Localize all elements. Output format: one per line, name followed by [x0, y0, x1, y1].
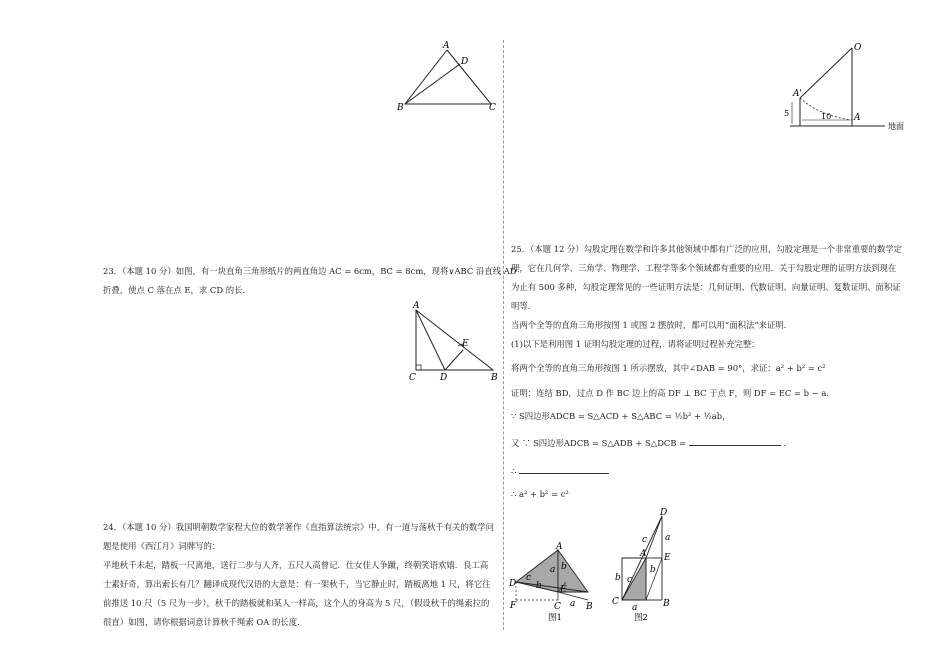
- label-c: C: [554, 602, 561, 612]
- label-b: B: [586, 602, 593, 612]
- q23-line-2: 折叠，使点 C 落在点 E，求 CD 的长.: [103, 285, 246, 295]
- label-d: D: [461, 57, 469, 67]
- figure-q23: [405, 302, 505, 384]
- q25-given: 将两个全等的直角三角形按图 1 所示摆放，其中∠DAB = 90°，求证：a² + b² = c²: [511, 363, 826, 373]
- figure-2: [610, 508, 690, 624]
- q25-line-3: 为止有 500 多种，勾股定理常见的一些证明方法是：几何证明、代数证明、向量证明、复数证明、面积证: [511, 282, 901, 292]
- label-c: C: [612, 597, 619, 607]
- q23-line-1: 23．（本题 10 分）如图，有一块直角三角形纸片的两直角边 AC = 6cm，BC = 8cm，现将∨ABC 沿直线 AD: [103, 266, 517, 276]
- label-d: D: [660, 508, 668, 518]
- q25-line-2: 理，它在几何学、三角学、物理学、工程学等多个领域都有重要的应用．关于勾股定理的证明方法到现在: [511, 263, 897, 273]
- label-side-b2: b: [536, 581, 542, 591]
- label-e: E: [462, 339, 469, 349]
- label-c: C: [409, 373, 416, 383]
- label-side-c2: c: [627, 575, 633, 585]
- q25-step-2: [511, 434, 786, 452]
- label-ground: 地面: [888, 122, 904, 131]
- q25-step-1: ∵ S四边形ADCB = S△ACD + S△ABC = ½b² + ½ab，: [511, 411, 731, 421]
- label-a: A: [443, 41, 450, 51]
- label-a: A: [413, 301, 420, 311]
- label-a: A: [556, 542, 563, 552]
- q25-line-1: 25．（本题 12 分）勾股定理在数学和许多其他领域中都有广泛的应用，勾股定理是一个非常重要的数学定: [511, 244, 902, 254]
- label-b: B: [491, 373, 498, 383]
- label-side-a2: a: [632, 603, 638, 613]
- label-side-a: a: [665, 533, 671, 543]
- label-b: B: [397, 103, 404, 113]
- q25-step-4: ∴ a² + b² = c²: [511, 489, 569, 499]
- label-side-c: c: [526, 573, 532, 583]
- q25-step-3: [511, 462, 609, 480]
- label-d: D: [509, 579, 517, 589]
- q25-line-4: 明等.: [511, 301, 531, 311]
- label-a: A: [640, 549, 647, 559]
- q24-line-1: 24．（本题 10 分）我国明朝数学家程大位的数学著作《直指算法统宗》中，有一道与荡秋千有关的数学问: [103, 522, 494, 532]
- label-a: A: [854, 113, 861, 123]
- q25-proof-line: 证明：连结 BD，过点 D 作 BC 边上的高 DF ⊥ BC 于点 F，则 DF = EC = b − a．: [511, 388, 835, 398]
- q24-line-4: 士素好奇，算出索长有几？翻译成现代汉语的大意是：有一架秋千，当它静止时，踏板离地 1 尺，将它往: [103, 579, 491, 589]
- question-24: [103, 518, 494, 632]
- answer-blank-2[interactable]: [519, 473, 609, 474]
- label-b: B: [663, 599, 670, 609]
- label-e: E: [664, 553, 671, 563]
- figure-2-caption: 图2: [634, 613, 648, 623]
- label-e: E: [560, 585, 567, 595]
- q25-step-3-prefix: ∴: [511, 466, 517, 476]
- figure-1-caption: 图1: [548, 613, 562, 623]
- label-o: O: [854, 43, 862, 53]
- q25-line-5: 当两个全等的直角三角形按图 1 或图 2 摆放时，都可以用“面积法”来证明.: [511, 320, 787, 330]
- figure-swing: [780, 40, 915, 135]
- label-side-a2: a: [570, 599, 576, 609]
- label-side-b2: b: [615, 573, 621, 583]
- label-ten: 10: [821, 112, 832, 121]
- q25-step-2-prefix: 又 ∵ S四边形ADCB = S△ADB + S△DCB =: [511, 438, 687, 448]
- q24-line-2: 题是使用《西江月》词牌写的：: [103, 541, 221, 551]
- figure-triangle-abc: [395, 42, 505, 112]
- q24-line-5: 前推送 10 尺（5 尺为一步），秋千的踏板就和某人一样高，这个人的身高为 5 尺，（假设秋千的绳索拉的: [103, 598, 490, 608]
- label-f: F: [510, 601, 517, 611]
- label-c: C: [489, 103, 496, 113]
- question-23: [103, 262, 517, 300]
- label-d: D: [440, 373, 448, 383]
- label-side-c: c: [642, 535, 648, 545]
- label-side-a: a: [550, 565, 556, 575]
- label-side-b: b: [561, 562, 567, 572]
- question-25: [511, 240, 902, 354]
- figure-1: [508, 542, 600, 624]
- q25-step-2-suffix: .: [783, 438, 787, 448]
- q25-line-6: (1)以下是利用图 1 证明勾股定理的过程，请将证明过程补充完整：: [511, 339, 760, 349]
- q24-line-6: 很直）如图，请你根据词意计算秋千绳索 OA 的长度.: [103, 617, 300, 627]
- answer-blank-1[interactable]: [689, 445, 781, 446]
- label-five: 5: [784, 109, 790, 118]
- label-side-b: b: [650, 565, 656, 575]
- q24-line-3: 平地秋千未起，踏板一尺离地，送行二步与人齐，五尺人高曾记．仕女佳人争蹴，终朝笑语欢嬉．良工高: [103, 560, 489, 570]
- label-a-prime: A': [793, 89, 802, 99]
